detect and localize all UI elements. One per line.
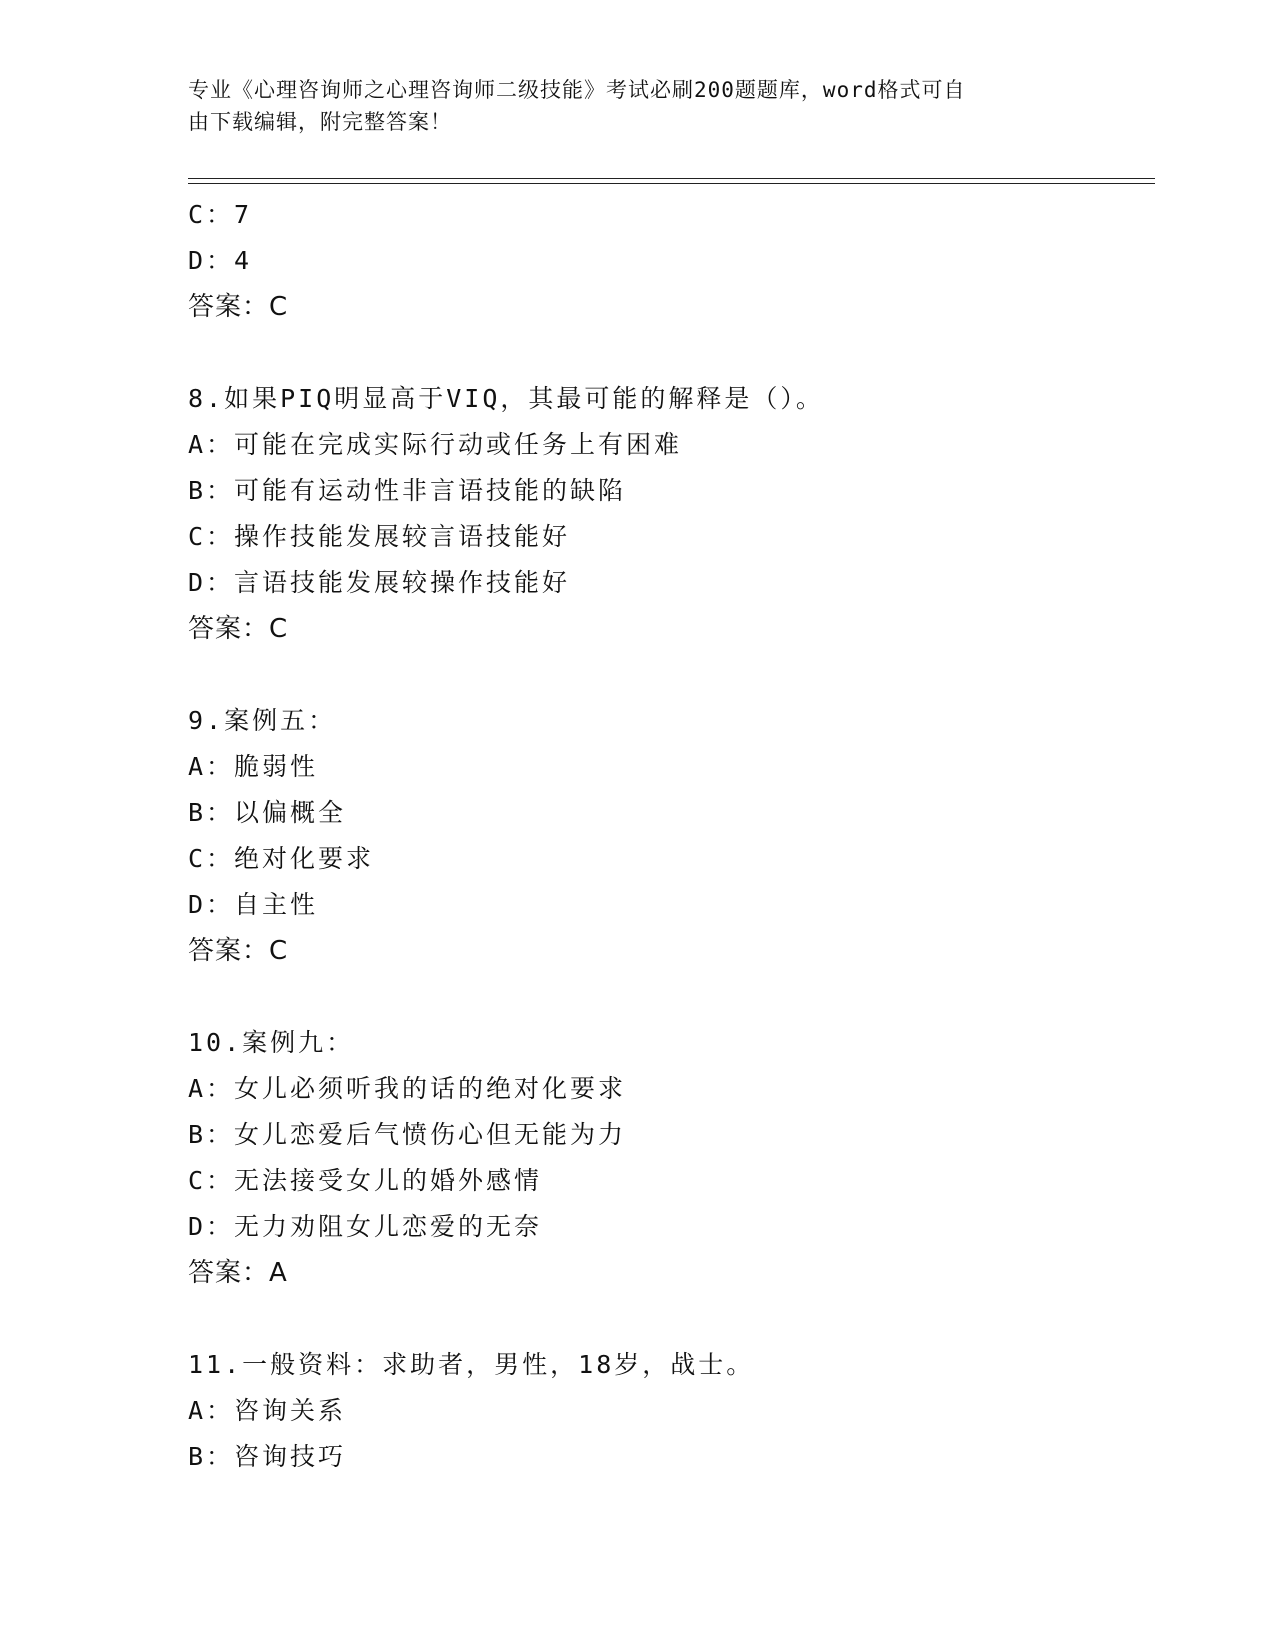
- question-block: [188, 1342, 1148, 1480]
- question-block: [188, 1020, 1148, 1296]
- option-a: A：脆弱性: [188, 752, 319, 781]
- question-stem: 11.一般资料：求助者，男性，18岁，战士。: [188, 1350, 755, 1379]
- question-block: [188, 698, 1148, 974]
- option-d: D：言语技能发展较操作技能好: [188, 568, 571, 597]
- option-b: B：以偏概全: [188, 798, 347, 827]
- header-line-2: 由下载编辑，附完整答案！: [188, 110, 452, 134]
- question-stem: 9.案例五：: [188, 706, 337, 735]
- question-block: [188, 376, 1148, 652]
- header-line-1: 专业《心理咨询师之心理咨询师二级技能》考试必刷200题题库，word格式可自: [188, 78, 966, 102]
- option-a: A：可能在完成实际行动或任务上有困难: [188, 430, 683, 459]
- option-d: D：自主性: [188, 890, 319, 919]
- option-c: C：绝对化要求: [188, 844, 375, 873]
- question-block: [188, 192, 1148, 330]
- question-list: [188, 192, 1148, 1480]
- option-c: C：操作技能发展较言语技能好: [188, 522, 571, 551]
- option-b: B：可能有运动性非言语技能的缺陷: [188, 476, 627, 505]
- option-c: C：无法接受女儿的婚外感情: [188, 1166, 543, 1195]
- option-b: B：咨询技巧: [188, 1442, 347, 1471]
- option-d: D：无力劝阻女儿恋爱的无奈: [188, 1212, 543, 1241]
- question-stem: 8.如果PIQ明显高于VIQ，其最可能的解释是（）。: [188, 384, 824, 413]
- option-c: C：7: [188, 200, 253, 229]
- header-divider: [188, 178, 1155, 184]
- option-b: B：女儿恋爱后气愤伤心但无能为力: [188, 1120, 627, 1149]
- answer-line: 答案：A: [188, 1258, 288, 1288]
- option-a: A：女儿必须听我的话的绝对化要求: [188, 1074, 627, 1103]
- document-header: [188, 74, 1088, 138]
- answer-line: 答案：C: [188, 292, 289, 322]
- answer-line: 答案：C: [188, 936, 289, 966]
- question-stem: 10.案例九：: [188, 1028, 355, 1057]
- option-d: D：4: [188, 246, 253, 275]
- option-a: A：咨询关系: [188, 1396, 347, 1425]
- answer-line: 答案：C: [188, 614, 289, 644]
